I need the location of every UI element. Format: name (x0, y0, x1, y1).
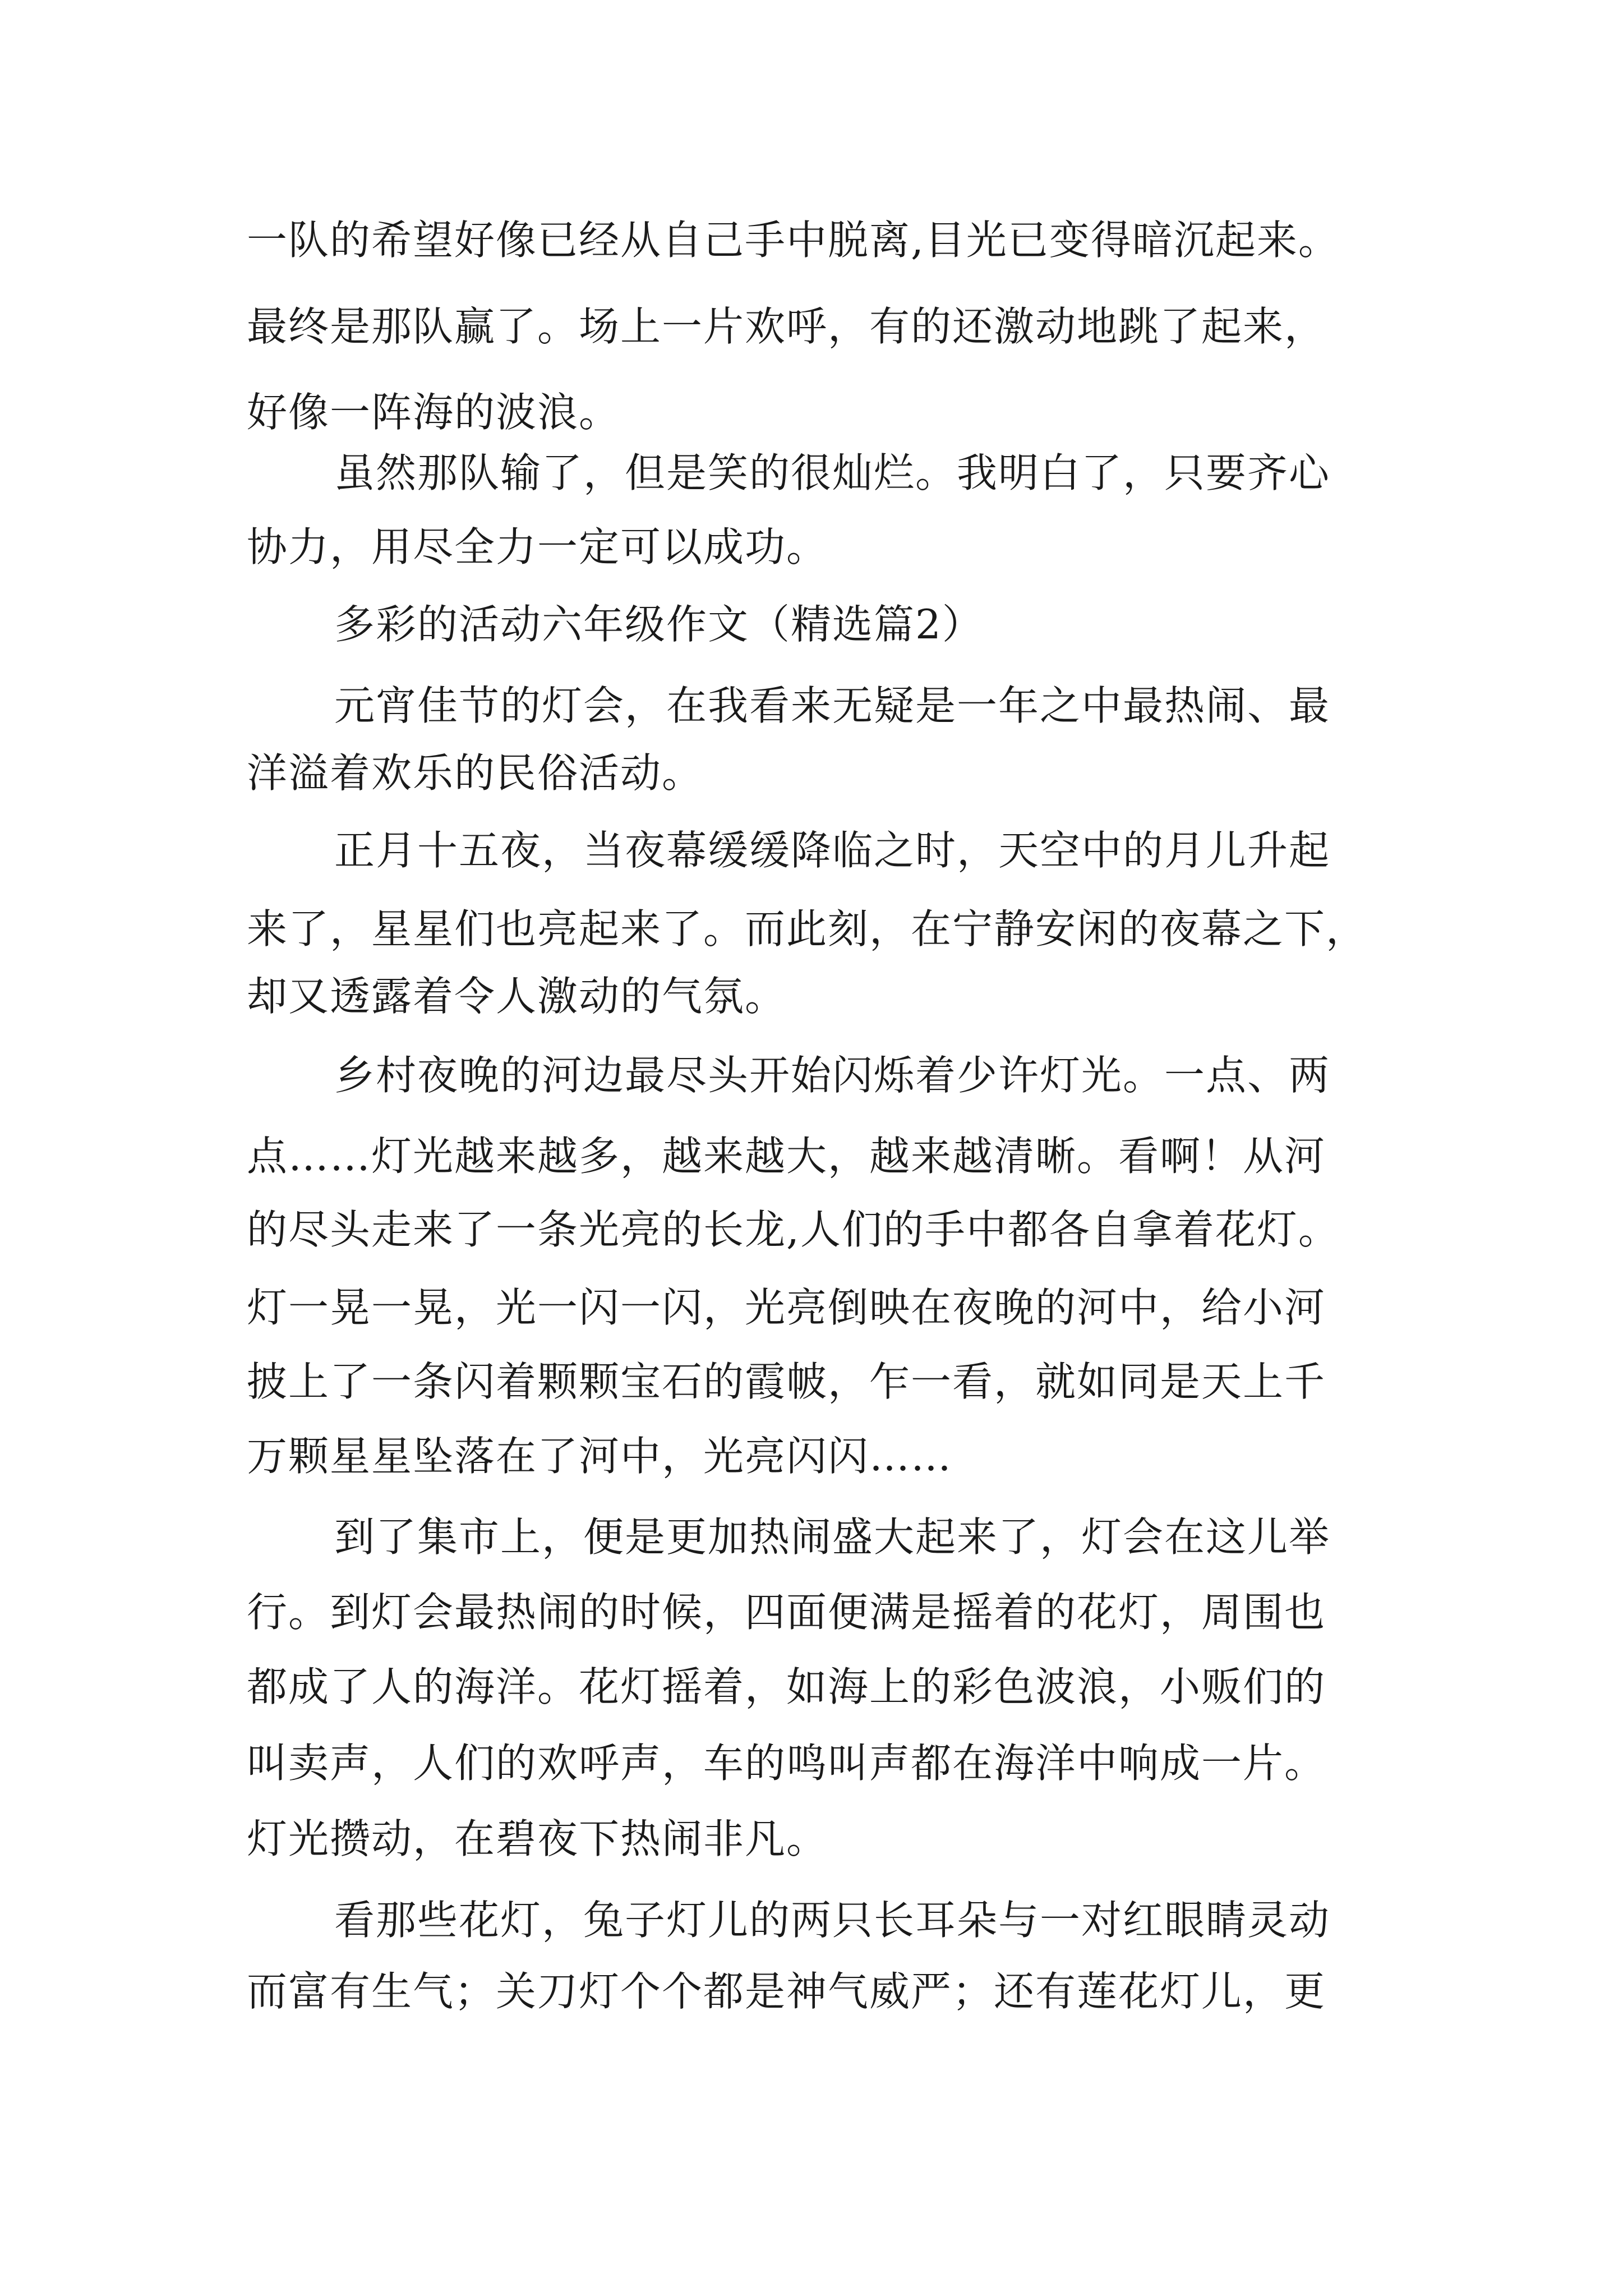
text-line-22: 灯光攒动，在碧夜下热闹非凡。 (247, 1815, 828, 1862)
text-line-15: 灯一晃一晃，光一闪一闪，光亮倒映在夜晚的河中，给小河 (247, 1284, 1326, 1331)
text-line-14: 的尽头走来了一条光亮的长龙,人们的手中都各自拿着花灯。 (247, 1206, 1340, 1253)
text-line-21: 叫卖声，人们的欢呼声，车的鸣叫声都在海洋中响成一片。 (247, 1740, 1326, 1787)
text-line-23: 看那些花灯，兔子灯儿的两只长耳朵与一对红眼睛灵动 (334, 1897, 1331, 1944)
text-line-24: 而富有生气；关刀灯个个都是神气威严；还有莲花灯儿，更 (247, 1968, 1326, 2015)
text-line-1: 一队的希望好像已经从自己手中脱离,目光已变得暗沉起来。 (247, 217, 1340, 264)
text-line-19: 行。到灯会最热闹的时候，四面便满是摇着的花灯，周围也 (247, 1589, 1326, 1636)
text-line-18: 到了集市上，便是更加热闹盛大起来了，灯会在这儿举 (334, 1513, 1331, 1561)
text-line-12: 乡村夜晚的河边最尽头开始闪烁着少许灯光。一点、两 (334, 1052, 1331, 1099)
text-line-20: 都成了人的海洋。花灯摇着，如海上的彩色波浪，小贩们的 (247, 1663, 1326, 1710)
text-line-9: 正月十五夜，当夜幕缓缓降临之时，天空中的月儿升起 (334, 827, 1331, 874)
text-line-3: 好像一阵海的波浪。 (247, 389, 621, 436)
text-line-8: 洋溢着欢乐的民俗活动。 (247, 749, 704, 797)
text-line-16: 披上了一条闪着颗颗宝石的霞帔，乍一看，就如同是天上千 (247, 1358, 1326, 1405)
text-line-11: 却又透露着令人激动的气氛。 (247, 973, 787, 1020)
text-line-5: 协力，用尽全力一定可以成功。 (247, 523, 828, 570)
text-line-13: 点……灯光越来越多，越来越大，越来越清晰。看啊！从河 (247, 1133, 1326, 1180)
text-line-7: 元宵佳节的灯会，在我看来无疑是一年之中最热闹、最 (334, 682, 1331, 729)
section-heading: 多彩的活动六年级作文（精选篇2） (334, 601, 984, 648)
text-line-17: 万颗星星坠落在了河中，光亮闪闪…… (247, 1433, 953, 1480)
text-line-10: 来了，星星们也亮起来了。而此刻，在宁静安闲的夜幕之下， (247, 905, 1368, 953)
text-line-2: 最终是那队赢了。场上一片欢呼，有的还激动地跳了起来， (247, 303, 1326, 350)
text-line-4: 虽然那队输了，但是笑的很灿烂。我明白了，只要齐心 (334, 449, 1331, 496)
